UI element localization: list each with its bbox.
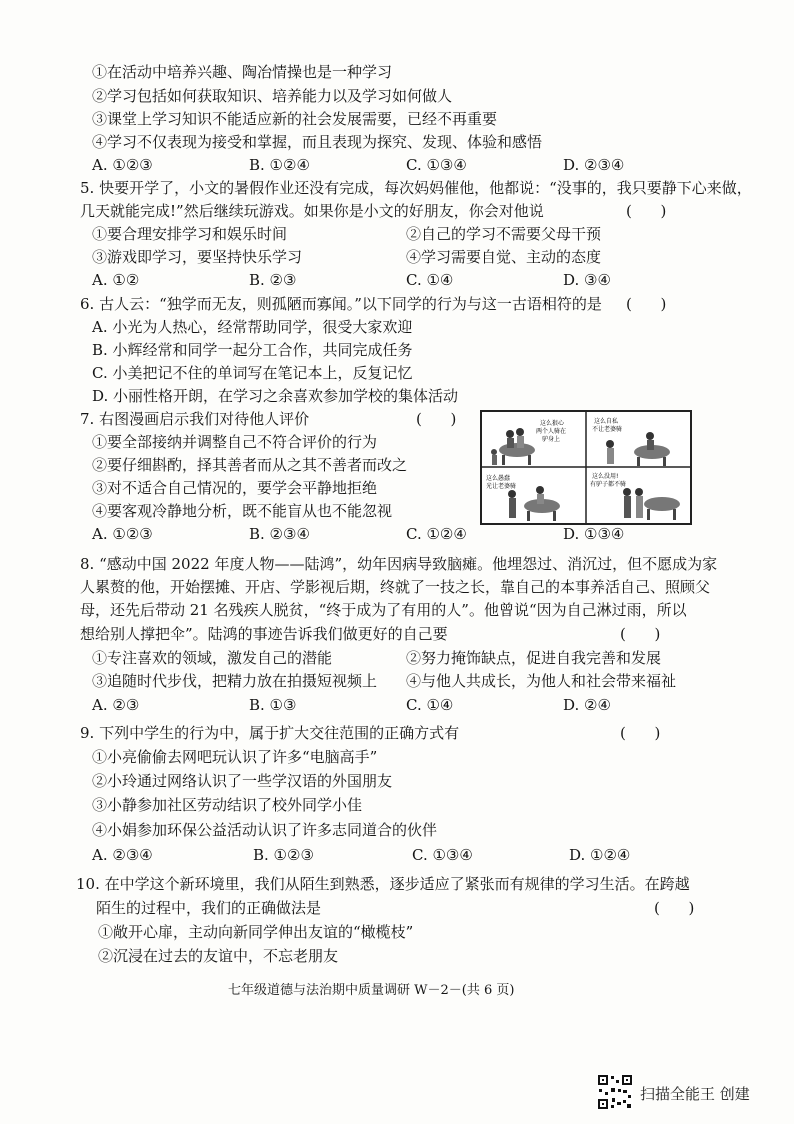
cartoon-bubble-1: 这么狠心两个人骑在驴身上 — [536, 420, 567, 443]
q10-stem-line-1: 10. 在中学这个新环境里，我们从陌生到熟悉，逐步适应了紧张而有规律的学习生活。在跨越 — [76, 875, 690, 893]
cartoon-panel-4 — [590, 472, 680, 520]
q10-stem-line-2: 陌生的过程中，我们的正确做法是 — [96, 899, 322, 917]
q6-option-a: A. 小光为人热心，经常帮助同学，很受大家欢迎 — [92, 318, 413, 336]
q5-statement-3: ③游戏即学习，要坚持快乐学习 — [92, 248, 303, 266]
q9-option-b: B. ①②③ — [253, 846, 314, 864]
q5-statement-2: ②自己的学习不需要父母干预 — [406, 225, 602, 243]
q5-stem-line-2: 几天就能完成!”然后继续玩游戏。如果你是小文的好朋友，你会对他说 — [80, 202, 544, 220]
q7-option-d: D. ①③④ — [563, 525, 625, 543]
q9-answer-blank: ( ) — [620, 724, 661, 742]
q4-statement-4: ④学习不仅表现为接受和掌握，而且表现为探究、发现、体验和感悟 — [92, 133, 543, 151]
q10-statement-2: ②沉浸在过去的友谊中，不忘老朋友 — [98, 947, 339, 965]
q7-option-b: B. ②③④ — [249, 525, 310, 543]
q9-stem: 9. 下列中学生的行为中，属于扩大交往范围的正确方式有 — [80, 724, 460, 742]
q4-statement-2: ②学习包括如何获取知识、培养能力以及学习如何做人 — [92, 87, 453, 105]
q8-statement-4: ④与他人共成长，为他人和社会带来福祉 — [406, 672, 677, 690]
q9-statement-3: ③小静参加社区劳动结识了校外同学小佳 — [92, 796, 363, 814]
q8-stem-line-1: 8. “感动中国 2022 年度人物——陆鸿”，幼年因病导致脑瘫。他埋怨过、消沉过，但不愿成为家 — [80, 555, 718, 573]
q7-statement-3: ③对不适合自己情况的，要学会平静地拒绝 — [92, 479, 378, 497]
q9-statement-2: ②小玲通过网络认识了一些学汉语的外国朋友 — [92, 772, 393, 790]
scanner-watermark: 扫描全能王 创建 — [640, 1085, 750, 1103]
q7-statement-2: ②要仔细斟酌，择其善者而从之其不善者而改之 — [92, 456, 408, 474]
q4-option-c: C. ①③④ — [406, 156, 467, 174]
q7-statement-4: ④要客观冷静地分析，既不能盲从也不能忽视 — [92, 502, 393, 520]
q9-statement-1: ①小亮偷偷去网吧玩认识了许多“电脑高手” — [92, 748, 378, 766]
q8-statement-2: ②努力掩饰缺点，促进自我完善和发展 — [406, 649, 662, 667]
q9-option-a: A. ②③④ — [92, 846, 153, 864]
q9-option-c: C. ①③④ — [412, 846, 473, 864]
q4-option-a: A. ①②③ — [92, 156, 153, 174]
q5-statement-4: ④学习需要自觉、主动的态度 — [406, 248, 602, 266]
q9-statement-4: ④小娟参加环保公益活动认识了许多志同道合的伙伴 — [92, 821, 438, 839]
q8-option-c: C. ①④ — [406, 696, 454, 714]
cartoon-panel-2 — [592, 417, 670, 466]
q9-option-d: D. ①②④ — [569, 846, 631, 864]
svg-text:这么愚蠢光让老婆骑: 这么愚蠢光让老婆骑 — [486, 475, 517, 490]
q5-answer-blank: ( ) — [626, 202, 667, 220]
q8-statement-1: ①专注喜欢的领域，激发自己的潜能 — [92, 649, 333, 667]
svg-text:这么自私不让老婆骑: 这么自私不让老婆骑 — [592, 418, 623, 433]
q8-stem-line-3: 母，还先后带动 21 名残疾人脱贫，“终于成为了有用的人”。他曾说“因为自己淋过雨，所以 — [80, 601, 687, 619]
q8-answer-blank: ( ) — [620, 625, 661, 643]
q5-option-b: B. ②③ — [249, 271, 297, 289]
q7-answer-blank: ( ) — [416, 410, 457, 428]
cartoon-panel-1 — [491, 419, 566, 465]
q4-statement-1: ①在活动中培养兴趣、陶冶情操也是一种学习 — [92, 63, 393, 81]
q6-option-c: C. 小美把记不住的单词写在笔记本上，反复记忆 — [92, 364, 413, 382]
q4-option-b: B. ①②④ — [249, 156, 310, 174]
q5-option-c: C. ①④ — [406, 271, 454, 289]
q8-option-b: B. ①③ — [249, 696, 297, 714]
q7-stem: 7. 右图漫画启示我们对待他人评价 — [80, 410, 310, 428]
svg-text:这么没用!有驴子都不骑: 这么没用!有驴子都不骑 — [590, 473, 627, 488]
q8-statement-3: ③追随时代步伐，把精力放在拍摄短视频上 — [92, 672, 378, 690]
q8-option-a: A. ②③ — [92, 696, 140, 714]
q7-option-c: C. ①②④ — [406, 525, 467, 543]
donkey-cartoon-drawing — [482, 412, 690, 523]
cartoon-panel-3 — [486, 474, 560, 521]
q5-option-a: A. ①② — [92, 271, 140, 289]
q6-stem: 6. 古人云：“独学而无友，则孤陋而寡闻。”以下同学的行为与这一古语相符的是 — [80, 295, 602, 313]
q6-option-b: B. 小辉经常和同学一起分工合作，共同完成任务 — [92, 341, 413, 359]
donkey-cartoon — [480, 410, 692, 525]
q5-option-d: D. ③④ — [563, 271, 611, 289]
q8-stem-line-4: 想给别人撑把伞”。陆鸿的事迹告诉我们做更好的自己要 — [80, 625, 448, 643]
qr-code-icon — [597, 1074, 633, 1110]
q8-stem-line-2: 人累赘的他，开始摆摊、开店、学影视后期，终就了一技之长，靠自己的本事养活自己、照顾父 — [80, 578, 711, 596]
q6-option-d: D. 小丽性格开朗，在学习之余喜欢参加学校的集体活动 — [92, 387, 459, 405]
q7-statement-1: ①要全部接纳并调整自己不符合评价的行为 — [92, 433, 378, 451]
q8-option-d: D. ②④ — [563, 696, 611, 714]
q7-option-a: A. ①②③ — [92, 525, 153, 543]
q4-option-d: D. ②③④ — [563, 156, 625, 174]
q10-answer-blank: ( ) — [654, 899, 695, 917]
q10-statement-1: ①敞开心扉，主动向新同学伸出友谊的“橄榄枝” — [98, 923, 414, 941]
q5-statement-1: ①要合理安排学习和娱乐时间 — [92, 225, 288, 243]
q5-stem-line-1: 5. 快要开学了，小文的暑假作业还没有完成，每次妈妈催他，他都说：“没事的，我只要静下心来做， — [80, 179, 752, 197]
q4-statement-3: ③课堂上学习知识不能适应新的社会发展需要，已经不再重要 — [92, 110, 498, 128]
q6-answer-blank: ( ) — [626, 295, 667, 313]
page-footer: 七年级道德与法治期中质量调研 W－2－(共 6 页) — [228, 983, 515, 998]
